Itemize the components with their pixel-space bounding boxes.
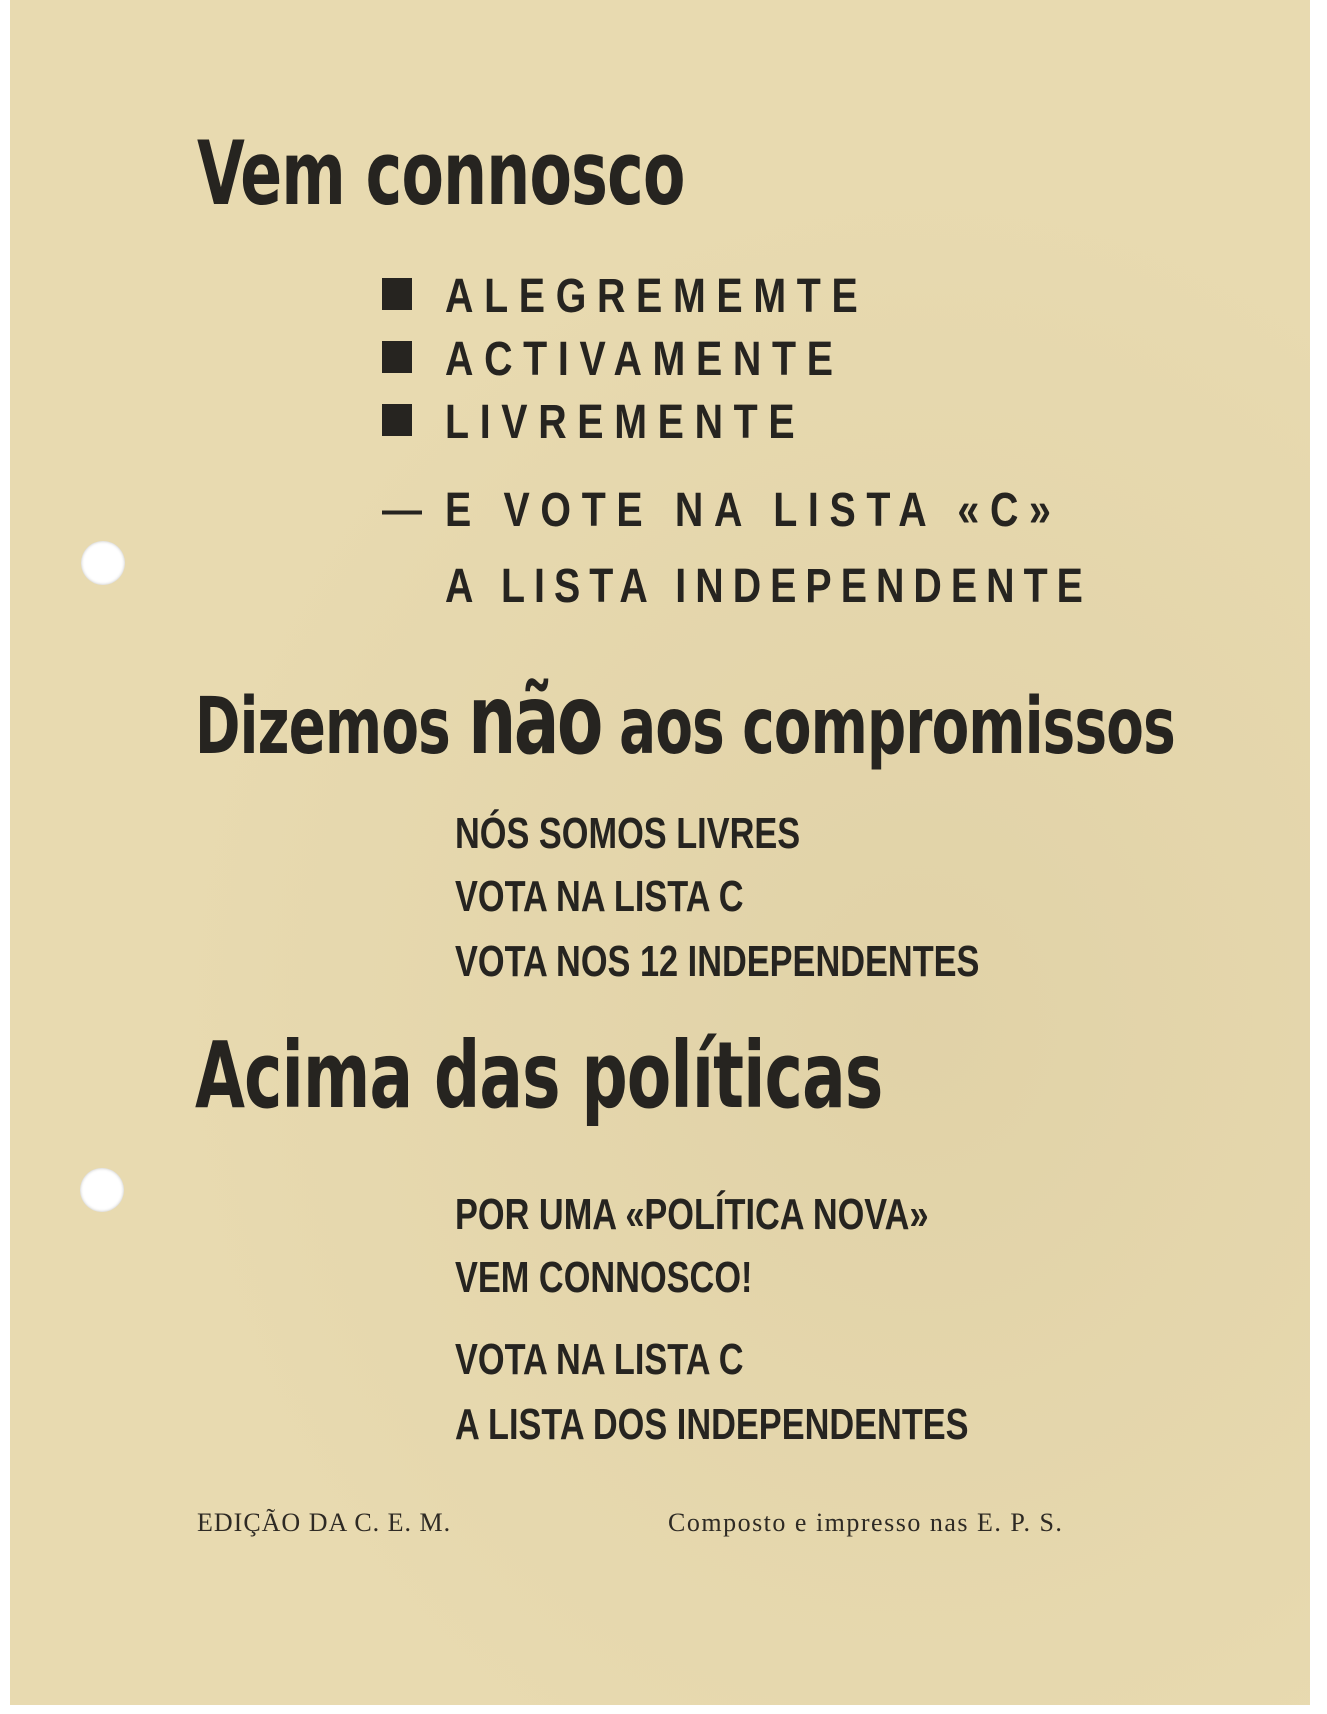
bullet-square-1 <box>382 278 412 310</box>
headline-dizemos-nao <box>195 664 1175 776</box>
line-vota-nos-12: VOTA NOS 12 INDEPENDENTES <box>455 937 980 986</box>
footer-edicao: EDIÇÃO DA C. E. M. <box>197 1508 452 1537</box>
line-vota-na-lista-c-2: VOTA NA LISTA C <box>455 1335 744 1384</box>
line-politica-nova: POR UMA «POLÍTICA NOVA» <box>455 1190 929 1239</box>
punch-hole-upper <box>81 541 125 585</box>
item-activamente: ACTIVAMENTE <box>445 333 844 386</box>
vote-lista-c-line: E VOTE NA LISTA «C» <box>445 484 1062 537</box>
headline-vem-connosco: Vem connosco <box>197 122 685 225</box>
headline-nao-emphasis: não <box>468 664 601 776</box>
line-lista-dos-independentes: A LISTA DOS INDEPENDENTES <box>455 1400 969 1449</box>
line-nos-somos-livres: NÓS SOMOS LIVRES <box>455 809 801 858</box>
bullet-square-3 <box>382 404 412 436</box>
bullet-square-2 <box>382 341 412 373</box>
punch-hole-lower <box>80 1168 124 1212</box>
headline-aos-compromissos: aos compromissos <box>619 682 1175 772</box>
line-vota-na-lista-c: VOTA NA LISTA C <box>455 872 744 921</box>
item-alegrememte: ALEGREMEMTE <box>445 270 869 323</box>
dash: — <box>382 488 422 532</box>
footer-composto: Composto e impresso nas E. P. S. <box>668 1508 1064 1537</box>
lista-independente-line: A LISTA INDEPENDENTE <box>445 560 1092 613</box>
leaflet-page <box>10 0 1310 1705</box>
headline-dizemos: Dizemos <box>195 682 450 772</box>
headline-acima-das-politicas: Acima das políticas <box>195 1022 883 1129</box>
item-livremente: LIVREMENTE <box>445 396 806 449</box>
line-vem-connosco: VEM CONNOSCO! <box>455 1253 753 1302</box>
